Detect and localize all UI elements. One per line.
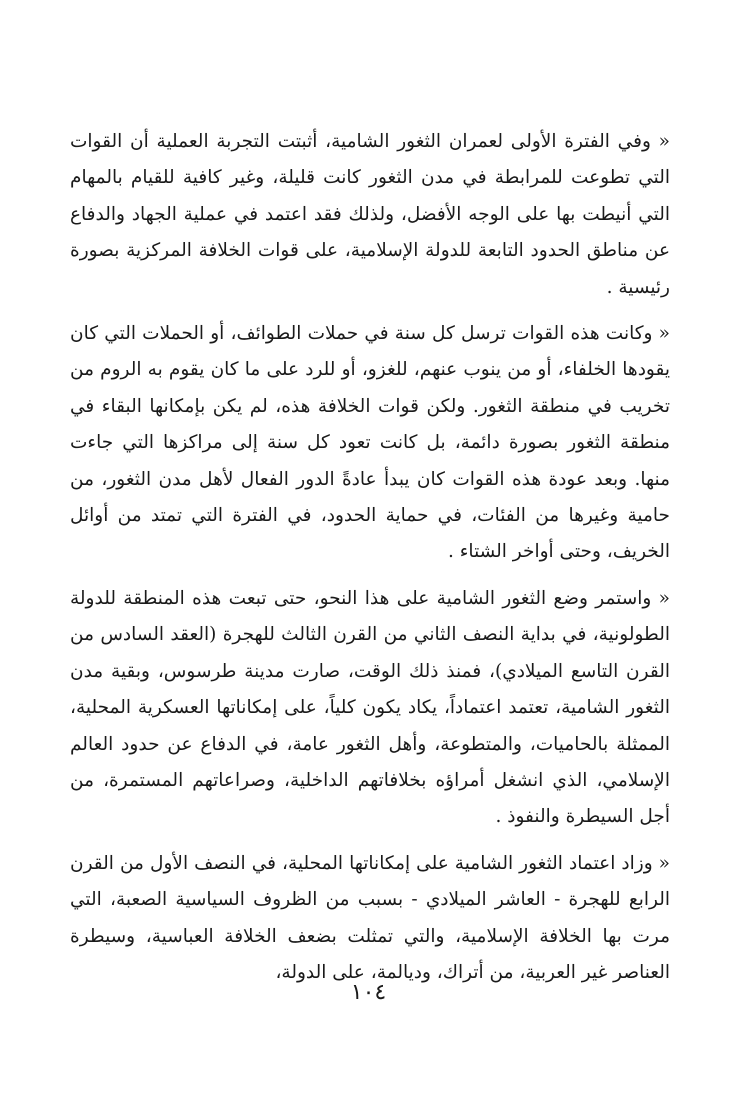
paragraph-3: « واستمر وضع الثغور الشامية على هذا النحو، حتى تبعت هذه المنطقة للدولة الطولونية، في بداية النصف الثاني من القرن الثالث للهجرة (العقد السادس من القرن التاسع الميلادي)، فمنذ ذلك الوقت، صارت مدينة طرسوس، وبقية مدن الثغور الشامية، تعتمد اعتماداً، يكاد يكون كلياً، على إمكاناتها العسكرية المحلية، الممثلة بالحاميات، والمتطوعة، وأهل الثغور عامة، في الدفاع عن حدود العالم الإسلامي، الذي انشغل أمراؤه بخلافاتهم الداخلية، وصراعاتهم المستمرة، من أجل السيطرة والنفوذ . bbox=[70, 587, 670, 828]
page-number: ١٠٤ bbox=[350, 980, 387, 1005]
paragraph-1: « وفي الفترة الأولى لعمران الثغور الشامية، أثبتت التجربة العملية أن القوات التي تطوعت للمرابطة في مدن الثغور كانت قليلة، وغير كافية للقيام بالمهام التي أنيطت بها على الوجه الأفضل، ولذلك فقد اعتمد في عملية الجهاد والدفاع عن مناطق الحدود التابعة للدولة الإسلامية، على قوات الخلافة المركزية بصورة رئيسية . bbox=[70, 131, 670, 298]
body-text bbox=[70, 124, 670, 991]
paragraph-2: « وكانت هذه القوات ترسل كل سنة في حملات الطوائف، أو الحملات التي كان يقودها الخلفاء، أو من ينوب عنهم، للغزو، أو للرد على ما كان يقوم به الروم من تخريب في منطقة الثغور. ولكن قوات الخلافة هذه، لم يكن بإمكانها البقاء في منطقة الثغور بصورة دائمة، بل كانت تعود كل سنة إلى مراكزها التي جاءت منها. وبعد عودة هذه القوات كان يبدأ عادةً الدور الفعال لأهل مدن الثغور، من حامية وغيرها من الفئات، في حماية الحدود، في الفترة التي تمتد من أوائل الخريف، وحتى أواخر الشتاء . bbox=[70, 323, 670, 563]
paragraph-4: « وزاد اعتماد الثغور الشامية على إمكاناتها المحلية، في النصف الأول من القرن الرابع للهجرة - العاشر الميلادي - بسبب من الظروف السياسية الصعبة، التي مرت بها الخلافة الإسلامية، والتي تمثلت بضعف الخلافة العباسية، وسيطرة العناصر غير العربية، من أتراك، وديالمة، على الدولة، bbox=[70, 852, 670, 983]
